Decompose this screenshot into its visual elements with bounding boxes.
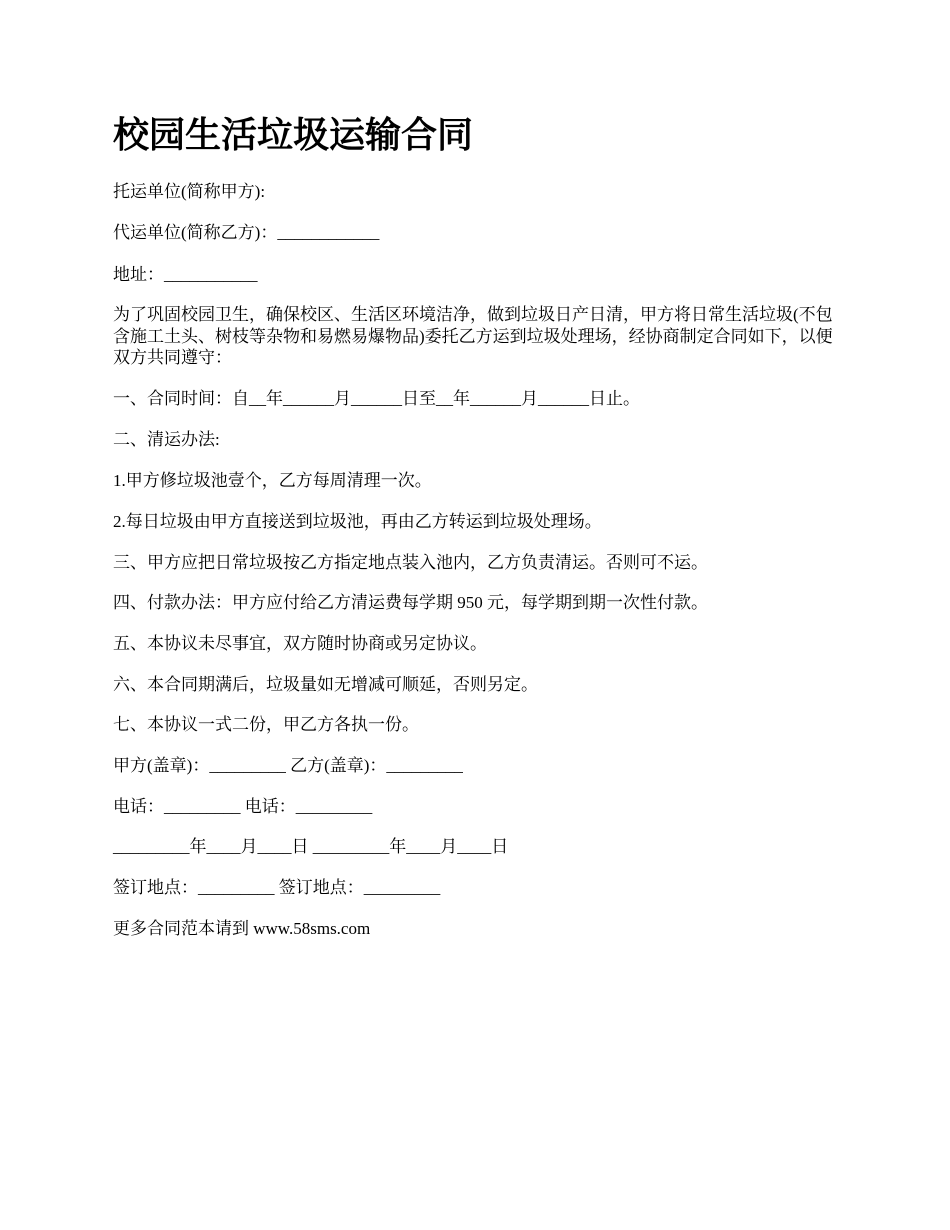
signature-phones-line: 电话：_________ 电话：_________ <box>113 797 373 816</box>
signature-seals-line: 甲方(盖章)：_________ 乙方(盖章)：_________ <box>113 756 463 775</box>
clause-method-1: 1.甲方修垃圾池壹个，乙方每周清理一次。 <box>113 471 432 490</box>
footer-note: 更多合同范本请到 www.58sms.com <box>113 919 371 938</box>
intro-paragraph: 为了巩固校园卫生，确保校区、生活区环境洁净，做到垃圾日产日清，甲方将日常生活垃圾(不包含施工土头、树枝等杂物和易燃易爆物品)委托乙方运到垃圾处理场，经协商制定合同如下，以便双方共同遵守： <box>113 305 833 367</box>
clause-method-heading: 二、清运办法: <box>113 430 220 449</box>
clause-5: 五、本协议未尽事宜，双方随时协商或另定协议。 <box>113 634 487 653</box>
carrier-line: 代运单位(简称乙方)：____________ <box>113 223 380 242</box>
clause-term: 一、合同时间：自__年______月______日至__年______月______日止。 <box>113 389 640 408</box>
clause-method-2: 2.每日垃圾由甲方直接送到垃圾池，再由乙方转运到垃圾处理场。 <box>113 512 602 531</box>
clause-7: 七、本协议一式二份，甲乙方各执一份。 <box>113 715 419 734</box>
signature-dates-line: _________年____月____日 _________年____月____日 <box>113 837 509 856</box>
clause-3: 三、甲方应把日常垃圾按乙方指定地点装入池内，乙方负责清运。否则可不运。 <box>113 553 708 572</box>
clause-6: 六、本合同期满后，垃圾量如无增减可顺延，否则另定。 <box>113 675 538 694</box>
document-title: 校园生活垃圾运输合同 <box>113 115 474 156</box>
clause-4: 四、付款办法：甲方应付给乙方清运费每学期 950 元，每学期到期一次性付款。 <box>113 593 708 612</box>
signature-places-line: 签订地点：_________ 签订地点：_________ <box>113 878 441 897</box>
shipper-line: 托运单位(简称甲方): <box>113 182 266 201</box>
address-line: 地址：___________ <box>113 265 258 284</box>
